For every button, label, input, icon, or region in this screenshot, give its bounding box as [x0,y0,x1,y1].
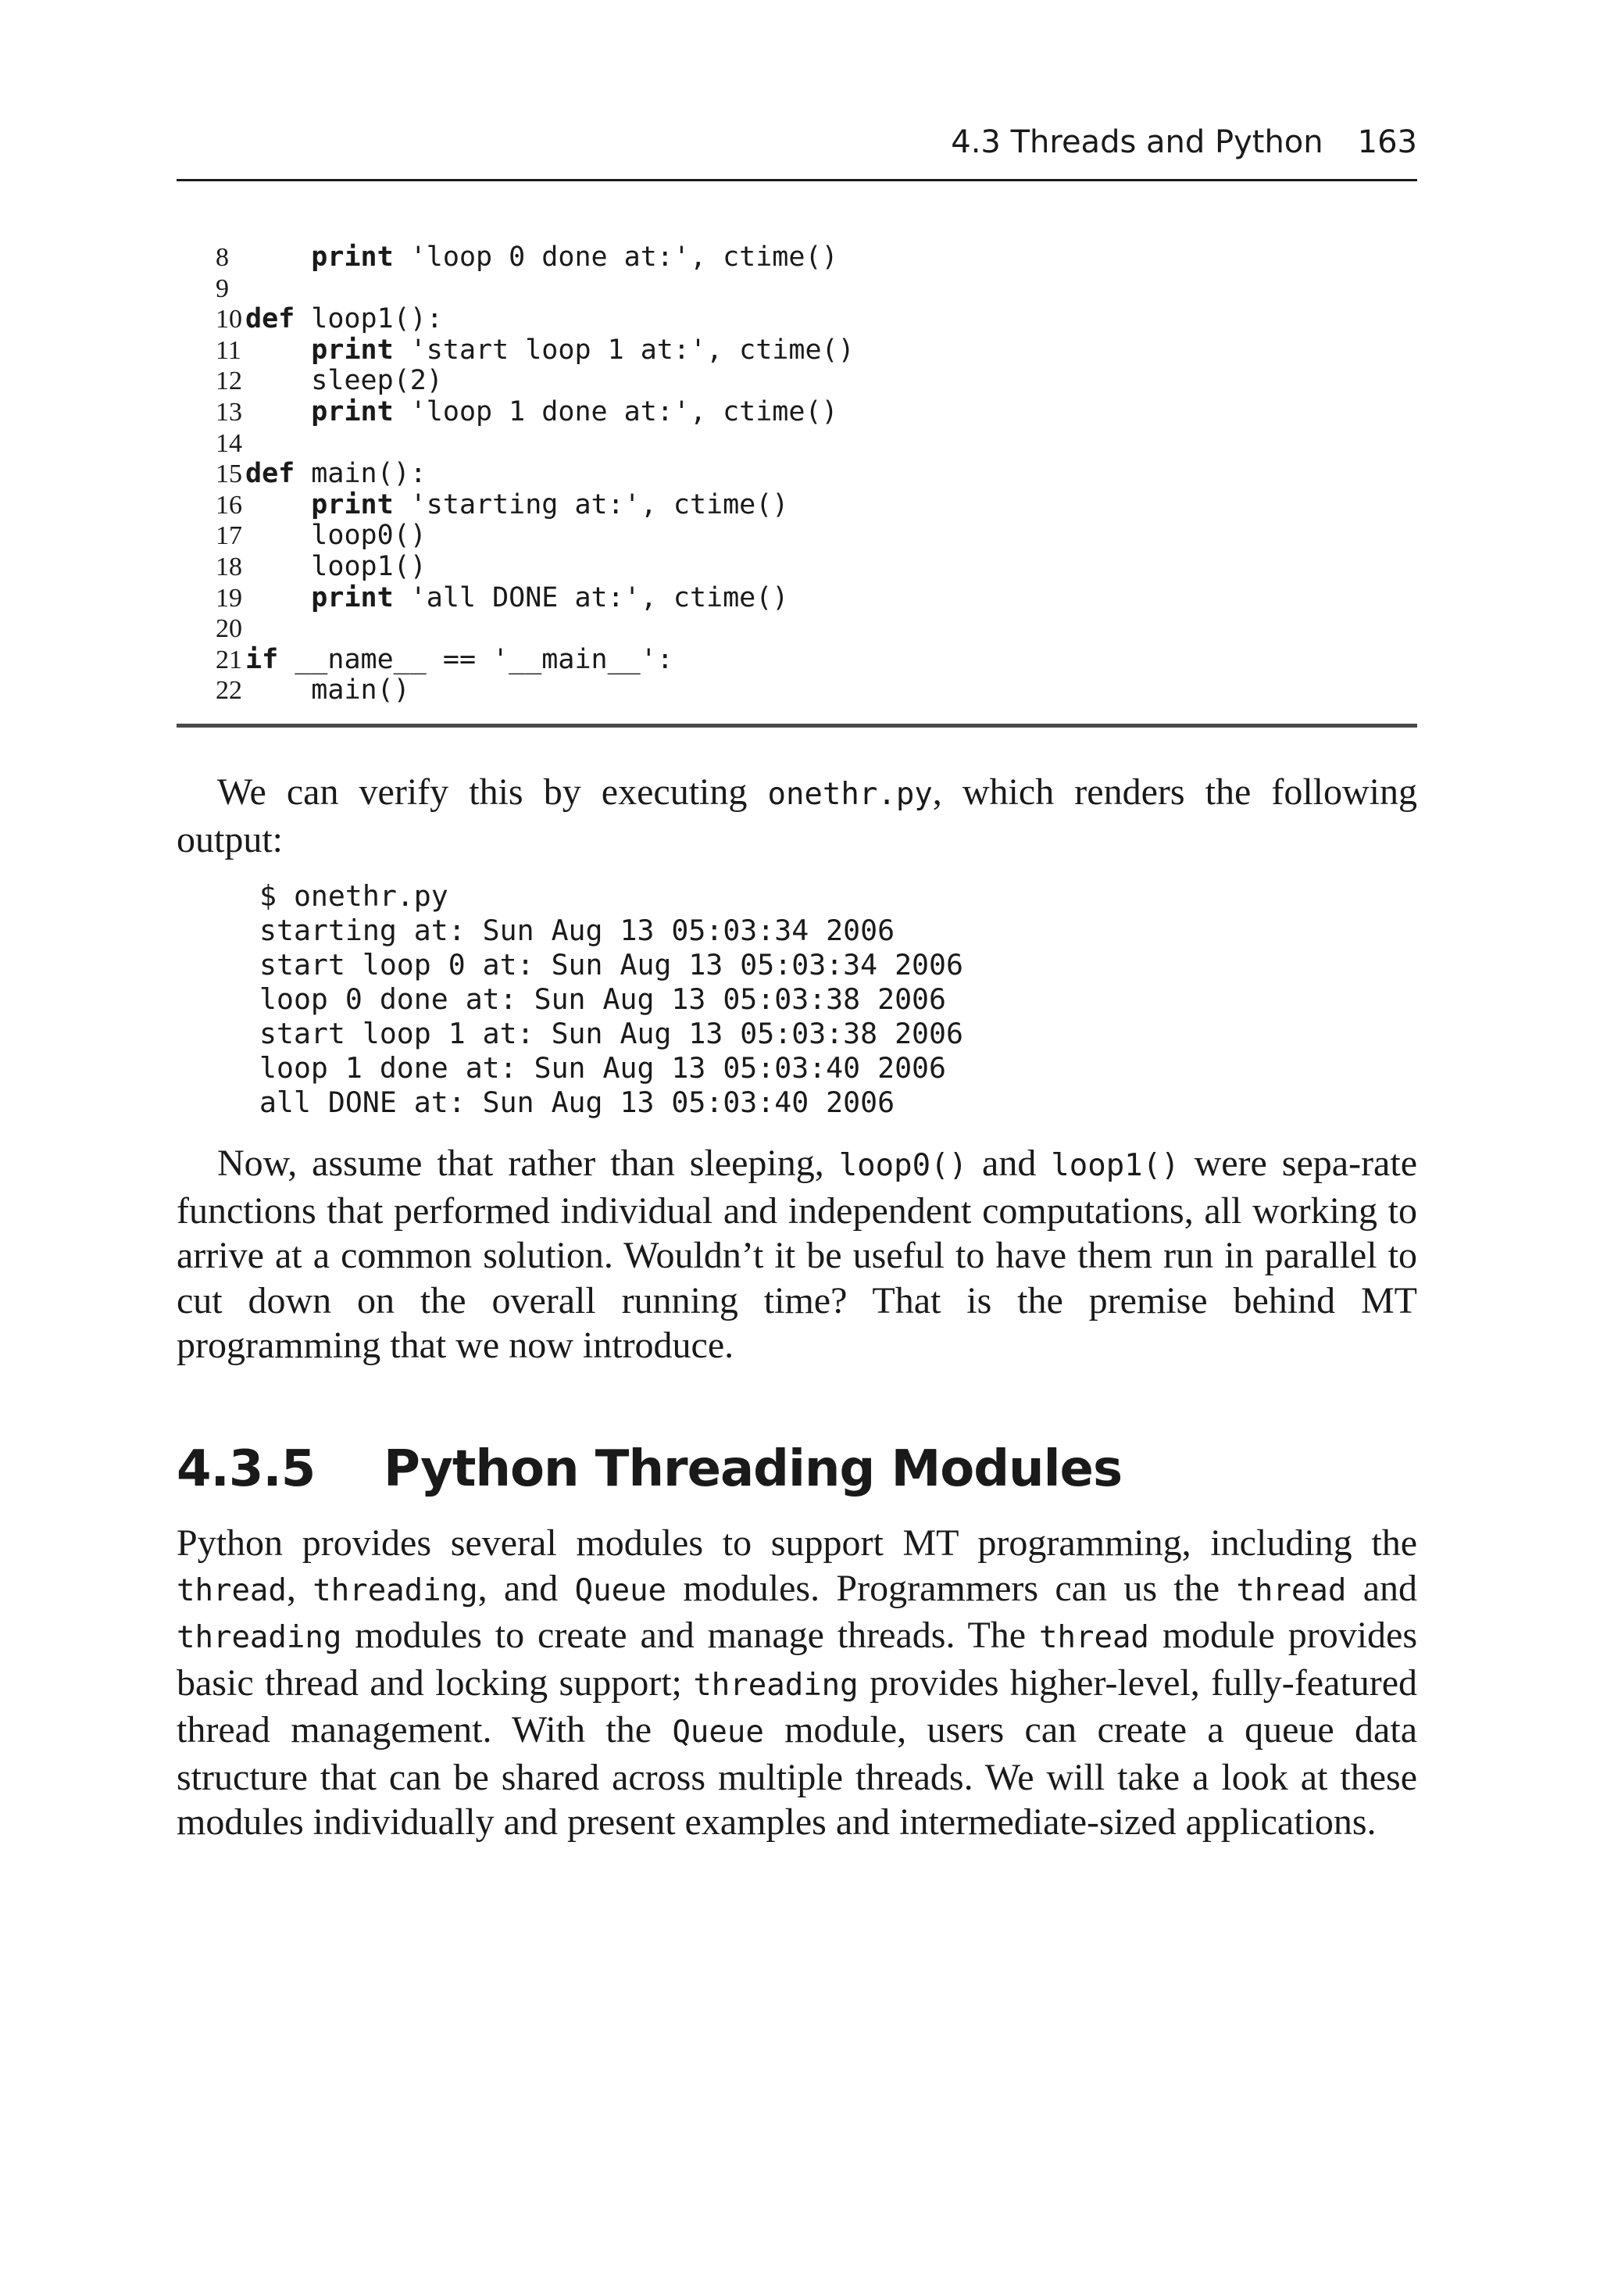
output-line: start loop 0 at: Sun Aug 13 05:03:34 2006 [259,948,963,982]
code-rest: main() [311,674,410,706]
paragraph-parallel [177,1141,1417,1368]
output-line: starting at: Sun Aug 13 05:03:34 2006 [259,914,895,947]
code-rest: 'loop 1 done at:', ctime() [393,395,838,427]
output-line: loop 0 done at: Sun Aug 13 05:03:38 2006 [259,982,946,1016]
inline-code-thread: thread [1236,1572,1347,1608]
line-number: 8 [216,243,229,272]
line-number: 12 [216,367,242,396]
para3-text-5: and [1346,1567,1417,1609]
code-line [177,583,1417,614]
code-line [177,675,1417,706]
line-number: 17 [216,521,242,551]
para3-text-2: , [286,1567,313,1609]
running-header [177,123,1417,161]
code-line [177,520,1417,552]
paragraph-modules [177,1521,1417,1845]
listing-bottom-rule [177,724,1417,728]
code-indent [245,520,311,551]
code-rest: 'starting at:', ctime() [393,488,789,520]
code-text [245,397,838,428]
line-number: 20 [216,614,242,644]
inline-code-threading: threading [177,1620,342,1655]
code-rest: 'all DONE at:', ctime() [393,581,789,613]
line-number: 14 [216,428,242,458]
code-keyword: print [311,581,394,613]
code-text [245,366,443,397]
para3-text-4: modules. Programmers can us the [666,1567,1237,1609]
code-rest: 'start loop 1 at:', ctime() [393,334,855,366]
code-indent [245,241,311,273]
code-text [245,304,443,335]
console-output [259,879,963,1120]
code-indent [245,334,311,366]
output-line: loop 1 done at: Sun Aug 13 05:03:40 2006 [259,1051,946,1085]
line-number: 22 [216,676,242,706]
code-keyword: print [311,395,394,427]
section-number: 4.3.5 [177,1440,316,1498]
para2-text-1: Now, assume that rather than sleeping, [217,1143,839,1184]
code-indent [245,582,311,613]
code-line [177,366,1417,397]
inline-code-queue: Queue [574,1572,667,1608]
code-rest: loop1(): [295,303,443,335]
running-title: 4.3 Threads and Python [951,124,1323,160]
code-line [177,552,1417,583]
section-title: Python Threading Modules [384,1440,1123,1498]
code-line [177,274,1417,305]
code-indent [245,551,311,582]
code-indent [245,489,311,520]
code-keyword: def [245,458,295,490]
inline-code-loop1: loop1() [1051,1148,1180,1183]
code-rest: loop0() [311,520,427,552]
code-text [245,583,788,614]
code-text [245,520,427,552]
code-text [245,552,427,583]
code-text [245,242,838,274]
page-number: 163 [1357,124,1417,160]
code-line [177,613,1417,645]
inline-code-thread: thread [177,1572,287,1608]
para2-text-2: and [967,1143,1052,1184]
line-number: 21 [216,645,242,674]
code-indent [245,396,311,427]
inline-code-threading: threading [693,1667,859,1703]
code-text [245,335,855,367]
code-line [177,335,1417,367]
para3-text-3: , and [477,1567,575,1609]
header-rule [177,179,1417,181]
section-heading [177,1438,1417,1500]
output-line: all DONE at: Sun Aug 13 05:03:40 2006 [259,1085,895,1119]
para3-text-1: Python provides several modules to support MT programming, including the [177,1522,1417,1564]
code-indent [245,674,311,706]
code-rest: sleep(2) [311,365,443,397]
line-number: 13 [216,397,242,427]
inline-code-queue: Queue [672,1715,764,1750]
para1-text-1: We can verify this by executing [217,771,768,813]
inline-code-loop0: loop0() [838,1148,968,1183]
code-keyword: print [311,488,394,520]
para3-text-9: module, users can create a queue data structure that can be shared across multiple threads. We will take a look at these modules individually and present examples and intermediate-sized applications. [177,1709,1418,1843]
line-number: 15 [216,460,242,489]
code-line [177,645,1417,676]
code-listing [177,242,1417,706]
para1-text-2: , which renders the following output: [177,771,1418,860]
code-text [245,645,673,676]
paragraph-verify [177,770,1417,862]
line-number: 11 [216,335,241,365]
code-rest: 'loop 0 done at:', ctime() [393,241,838,273]
code-indent [245,365,311,396]
code-line [177,304,1417,335]
para2-text-3: were sepa-rate functions that performed individual and independent computations, all working to arrive at a common solution. Wouldn’t it be useful to have them run in parallel to cut down on the overall running time? That is the premise behind MT programming that we now introduce. [177,1143,1417,1366]
code-line [177,242,1417,274]
code-rest: loop1() [311,550,427,582]
code-line [177,490,1417,521]
code-text [245,675,410,706]
inline-code-thread: thread [1039,1620,1149,1655]
para3-text-8: provides higher-level, fully-featured thread management. With the [177,1661,1418,1751]
code-rest: main(): [295,458,427,490]
code-keyword: print [311,334,394,366]
code-text [245,459,427,490]
output-line: start loop 1 at: Sun Aug 13 05:03:38 2006 [259,1017,963,1050]
code-keyword: print [311,241,394,273]
inline-code-onethr: onethr.py [767,777,933,812]
code-line [177,397,1417,428]
code-text [245,490,788,521]
code-keyword: def [245,303,295,335]
code-line [177,428,1417,460]
code-line [177,459,1417,490]
line-number: 19 [216,583,242,613]
output-line: $ onethr.py [259,879,448,913]
line-number: 10 [216,305,242,334]
inline-code-threading: threading [312,1572,478,1608]
line-number: 16 [216,490,242,520]
code-rest: __name__ == '__main__': [278,643,673,675]
code-keyword: if [245,643,279,675]
line-number: 18 [216,552,242,581]
para3-text-6: modules to create and manage threads. The [341,1615,1040,1656]
para3-text-7: module provides basic thread and locking support; [177,1615,1418,1704]
line-number: 9 [216,274,229,303]
